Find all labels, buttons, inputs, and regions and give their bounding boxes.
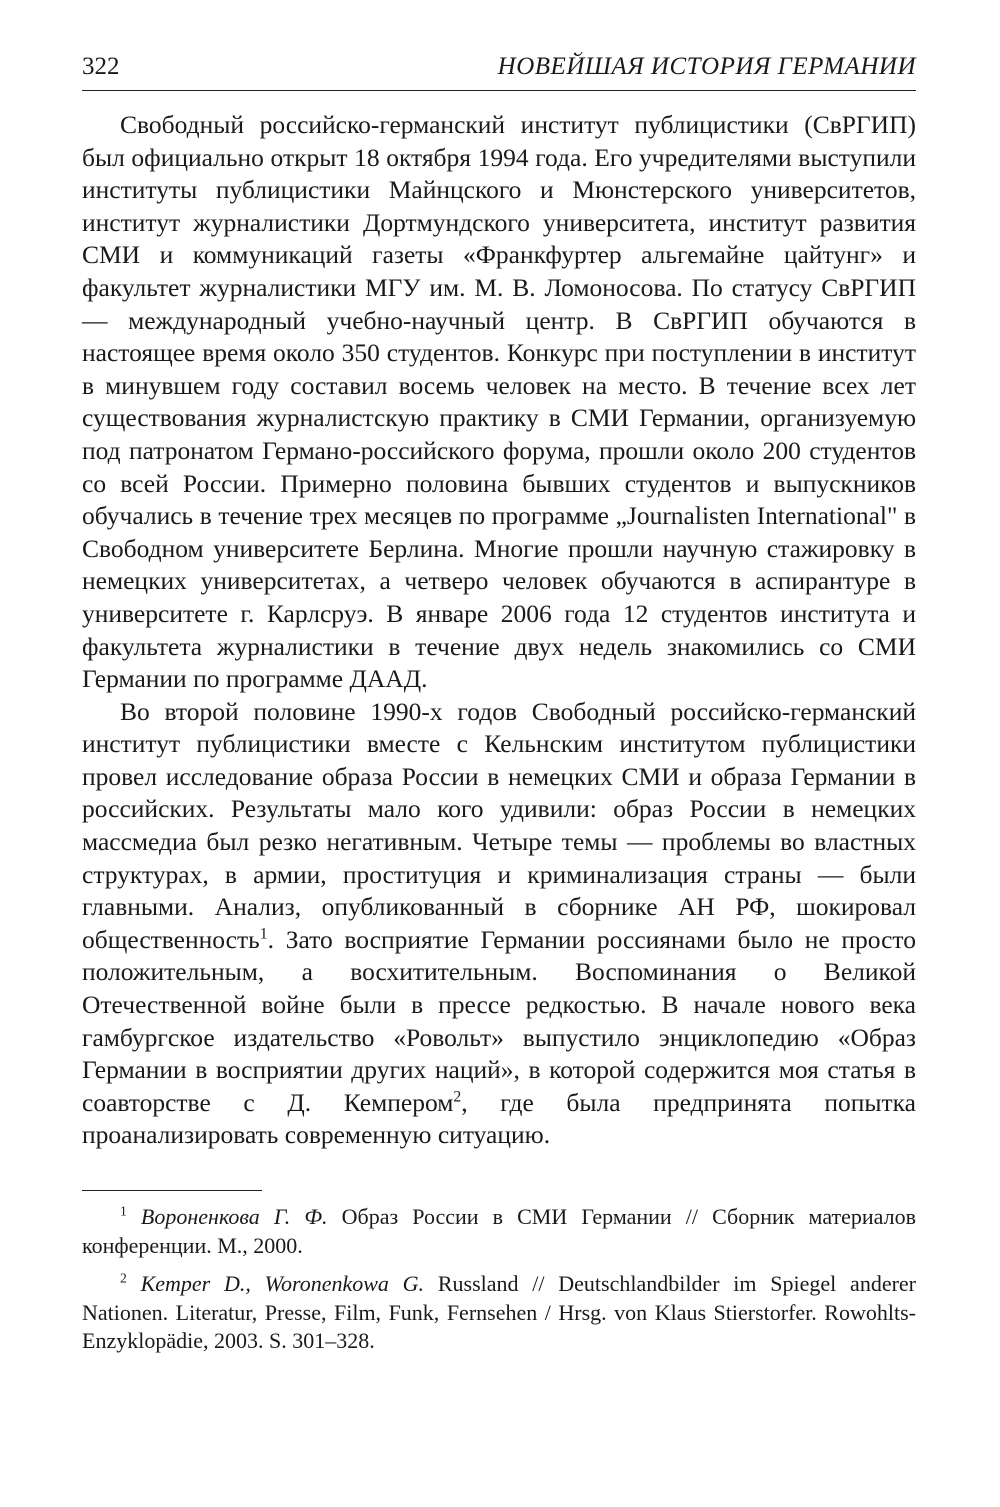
footnote-divider [82,1190,262,1191]
footnote-marker-2: 2 [120,1270,127,1286]
footnote-marker-1: 1 [120,1203,127,1219]
paragraph-2-part-3: , где была предпринята попытка проанализировать современную ситуацию. [82,1087,916,1150]
footnote-1-author: Вороненкова Г. Ф. [140,1204,328,1229]
paragraph-1: Свободный российско-германский институт публицистики (СвРГИП) был официально открыт 18 октября 1994 года. Его учредителями выступили институты публицистики Майнцского и Мюнстерского университетов, институт журналистики Дортмундского университета, институт развития СМИ и коммуникаций газеты «Франкфуртер альгемайне цайтунг» и факультет журналистики МГУ им. М. В. Ломоносова. По статусу СвРГИП — международный учебно-научный центр. В СвРГИП обучаются в настоящее время около 350 студентов. Конкурс при поступлении в институт в минувшем году составил восемь человек на место. В течение всех лет существования журналистскую практику в СМИ Германии, организуемую под патронатом Германо-российского форума, прошли около 200 студентов со всей России. Примерно половина бывших студентов и выпускников обучались в течение трех месяцев по программе „Journalisten International" в Свободном университете Берлина. Многие прошли научную стажировку в немецких университетах, а четверо человек обучаются в аспирантуре в университете г. Карлсруэ. В январе 2006 года 12 студентов института и факультета журналистики в течение двух недель знакомились со СМИ Германии по программе ДААД. [82,110,916,694]
paragraph-2 [82,696,916,1152]
footnotes [82,1203,916,1356]
footnote-1-text: Образ России в СМИ Германии // Сборник материалов конференции. М., 2000. [82,1204,916,1258]
page-number: 322 [82,53,120,80]
body-text [82,109,916,1152]
footnote-1 [82,1203,916,1260]
footnote-2 [82,1270,916,1356]
paragraph-2-part-1: Во второй половине 1990-х годов Свободный российско-германский институт публицистики вместе с Кельнским институтом публицистики провел исследование образа России в немецких СМИ и образа Германии в российских. Результаты мало кого удивили: образ России в немецких массмедиа был резко негативным. Четыре темы — проблемы во властных структурах, в армии, проституция и криминализация страны — были главными. Анализ, опубликованный в сборнике АН РФ, шокировал общественность [82,696,916,954]
running-title: НОВЕЙШАЯ ИСТОРИЯ ГЕРМАНИИ [497,53,916,80]
paragraph-2-part-2: . Зато восприятие Германии россиянами было не просто положительным, а восхитительным. Воспоминания о Великой Отечественной войне были в прессе редкостью. В начале нового века гамбургское издательство «Ровольт» выпустило энциклопедию «Образ Германии в восприятии других наций», в которой содержится моя статья в соавторстве с Д. Кемпером [82,924,916,1117]
footnote-ref-1: 1 [259,925,268,943]
footnote-2-text: Russland // Deutschlandbilder im Spiegel anderer Nationen. Literatur, Presse, Film, Funk, Fernsehen / Hrsg. von Klaus Stierstorfer. Rowohlts-Enzyklopädie, 2003. S. 301–328. [82,1271,916,1353]
footnote-ref-2: 2 [453,1088,462,1106]
running-head [82,50,916,91]
book-page [82,50,916,1366]
footnote-2-author: Kemper D., Woronenkowa G. [140,1271,425,1296]
